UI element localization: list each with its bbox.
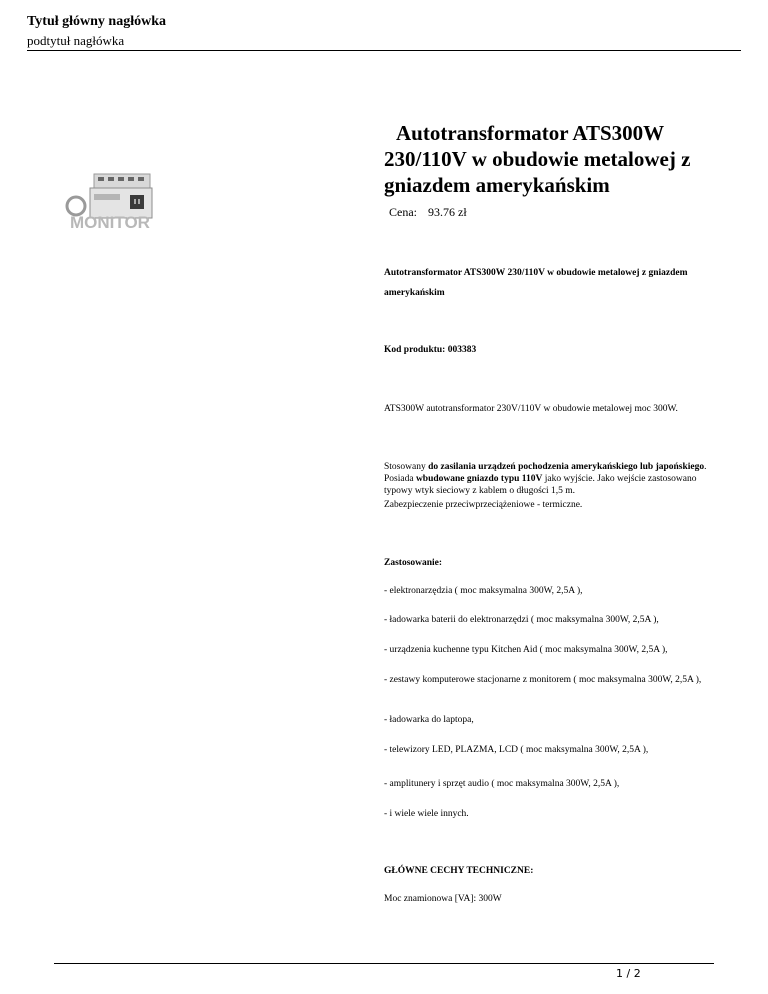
applications-heading: Zastosowanie:: [384, 558, 443, 568]
price-value: 93.76 zł: [428, 205, 467, 219]
usage-text-3: jako wyjście. Jako wejście zastosowano typowy wtyk sieciowy z kablem o długości 1,5 m.: [384, 474, 697, 496]
header-subtitle: podtytuł nagłówka: [27, 33, 125, 48]
list-item: - amplitunery i sprzęt audio ( moc maksymalna 300W, 2,5A ),: [384, 779, 620, 789]
list-item: - elektronarzędzia ( moc maksymalna 300W, 2,5A ),: [384, 586, 583, 596]
price-label: Cena:: [389, 205, 417, 219]
list-item: - zestawy komputerowe stacjonarne z monitorem ( moc maksymalna 300W, 2,5A ),: [384, 675, 702, 685]
rated-power: Moc znamionowa [VA]: 300W: [384, 894, 502, 904]
header-title: Tytuł główny nagłówka: [27, 14, 166, 29]
features-heading: GŁÓWNE CECHY TECHNICZNE:: [384, 866, 534, 876]
product-code: Kod produktu: 003383: [384, 345, 477, 355]
description-product-name: Autotransformator ATS300W 230/110V w obudowie metalowej z gniazdem amerykańskim: [384, 268, 688, 298]
product-image-watermark: MONITOR: [70, 213, 150, 232]
header-divider: [27, 50, 741, 51]
list-item: - i wiele wiele innych.: [384, 809, 469, 819]
list-item: - telewizory LED, PLAZMA, LCD ( moc maksymalna 300W, 2,5A ),: [384, 745, 649, 755]
usage-text-1: Stosowany: [384, 462, 429, 472]
usage-text-2: . Posiada: [384, 462, 707, 484]
product-title: Autotransformator ATS300W 230/110V w obudowie metalowej z gniazdem amerykańskim: [384, 121, 691, 197]
list-item: - ładowarka do laptopa,: [384, 715, 474, 725]
product-price: [389, 205, 467, 220]
page-number: 1 / 2: [616, 967, 641, 980]
list-item: - ładowarka baterii do elektronarzędzi ( moc maksymalna 300W, 2,5A ),: [384, 615, 659, 625]
usage-paragraph: [384, 461, 714, 497]
product-summary: ATS300W autotransformator 230V/110V w obudowie metalowej moc 300W.: [384, 404, 678, 414]
footer-divider: [54, 963, 714, 964]
usage-bold-2: wbudowane gniazdo typu 110V: [415, 474, 543, 484]
product-image: [64, 168, 170, 232]
list-item: - urządzenia kuchenne typu Kitchen Aid ( moc maksymalna 300W, 2,5A ),: [384, 645, 668, 655]
protection-note: Zabezpieczenie przeciwprzeciążeniowe - termiczne.: [384, 500, 583, 510]
usage-bold-1: do zasilania urządzeń pochodzenia amerykańskiego lub japońskiego: [428, 462, 705, 472]
